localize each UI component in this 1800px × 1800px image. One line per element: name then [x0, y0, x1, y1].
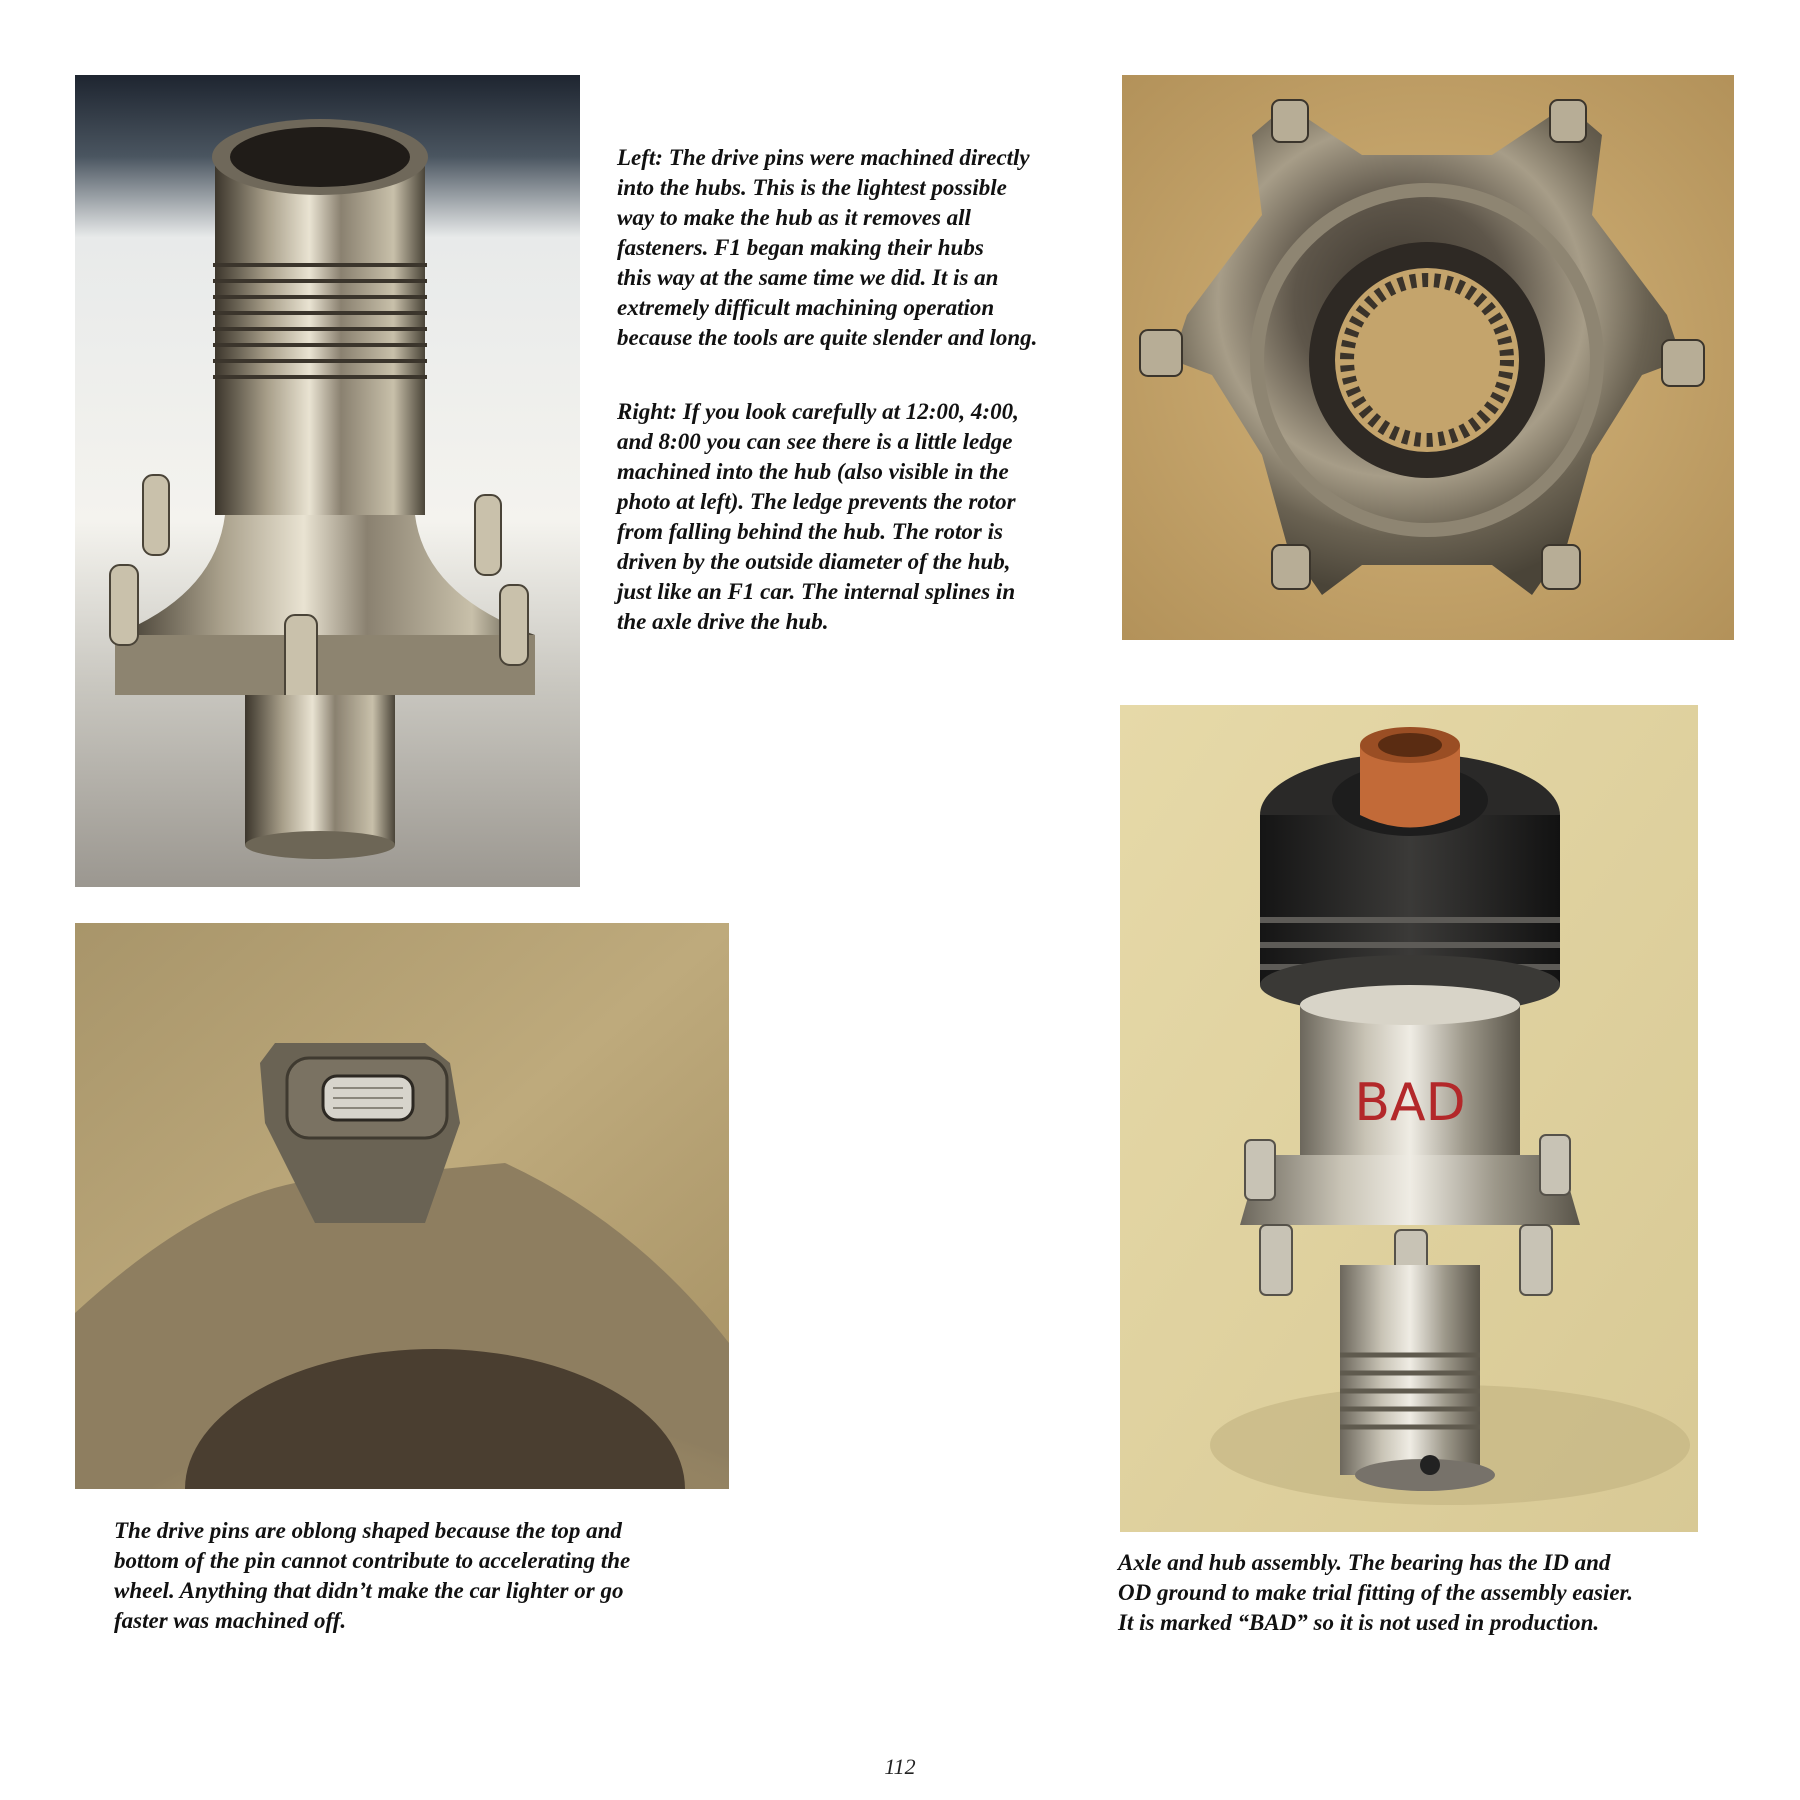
drive-pins-caption: The drive pins are oblong shaped because the top and bottom of the pin cannot contribute to accelerating the wheel. Anything that didn’t make the car lighter or go faster was machined off.: [114, 1518, 631, 1633]
assembly-caption: Axle and hub assembly. The bearing has the ID and OD ground to make trial fitting of the assembly easier. It is marked “BAD” so it is not used in production.: [1118, 1550, 1633, 1635]
drive-pin-closeup-photo: [75, 923, 729, 1489]
hub-side-photo: [75, 75, 580, 887]
left-photo-paragraph: Left: The drive pins were machined directly into the hubs. This is the lightest possible way to make the hub as it removes all fasteners. F1 began making their hubs this way at the same time we did. It is an extremely difficult machining operation because the tools are quite slender and long.: [617, 145, 1038, 350]
page-number: 112: [884, 1754, 916, 1779]
right-photo-paragraph: Right: If you look carefully at 12:00, 4:00, and 8:00 you can see there is a little ledge machined into the hub (also visible in the photo at left). The ledge prevents the rotor from falling behind the hub. The rotor is driven by the outside diameter of the hub, just like an F1 car. The internal splines in the axle drive the hub.: [617, 399, 1019, 634]
hub-face-photo: [1122, 75, 1734, 640]
hub-description-text: [617, 143, 1077, 637]
axle-hub-assembly-photo: [1120, 705, 1698, 1532]
bad-marking-label: BAD: [1354, 1073, 1466, 1133]
